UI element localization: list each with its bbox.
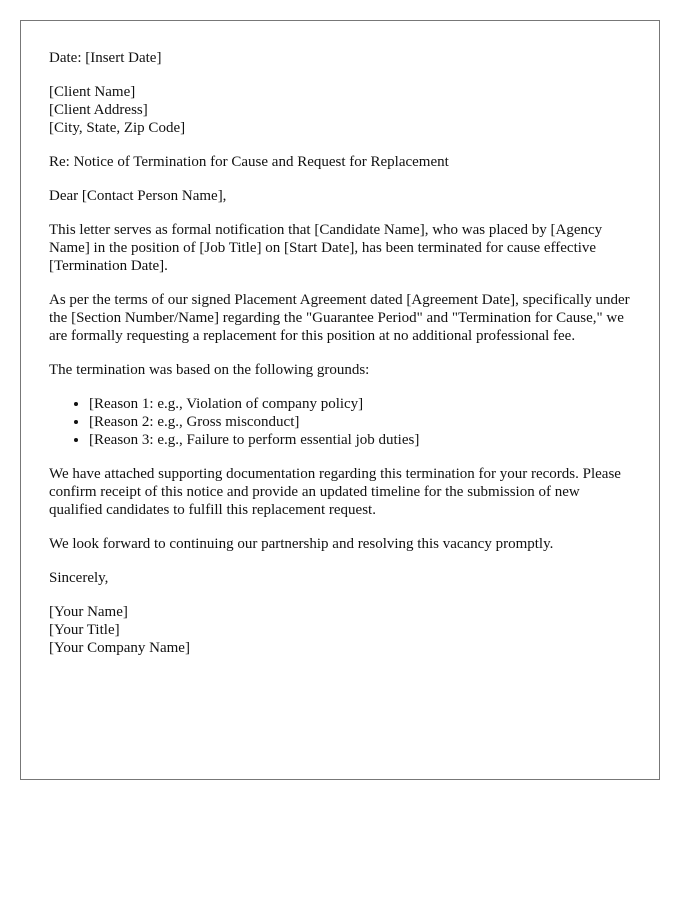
letter-document: [20, 20, 660, 780]
list-item: • [Reason 2: e.g., Gross misconduct]: [89, 413, 631, 431]
date-line: Date: [Insert Date]: [49, 50, 162, 66]
salutation: Dear [Contact Person Name],: [49, 188, 227, 204]
body-paragraph-notification: This letter serves as formal notification that [Candidate Name], who was placed by [Agency Name] in the position of [Job Title] on [Start Date], has been terminated for cause effective [Termination Date].: [49, 222, 603, 274]
sender-title: [Your Title]: [49, 622, 120, 638]
list-item: • [Reason 1: e.g., Violation of company policy]: [89, 395, 631, 413]
client-address-block: [49, 83, 631, 137]
body-paragraph-documentation: We have attached supporting documentation regarding this termination for your records. Please confirm receipt of this notice and provide an updated timeline for the submission of new qualified candidates to fulfill this replacement request.: [49, 466, 621, 518]
closing: Sincerely,: [49, 570, 109, 586]
client-city-state-zip: [City, State, Zip Code]: [49, 120, 186, 136]
grounds-intro: The termination was based on the following grounds:: [49, 362, 370, 378]
list-item: • [Reason 3: e.g., Failure to perform essential job duties]: [89, 431, 631, 449]
sender-name: [Your Name]: [49, 604, 128, 620]
reasons-list: [49, 395, 631, 449]
client-address: [Client Address]: [49, 102, 148, 118]
body-paragraph-closing: We look forward to continuing our partnership and resolving this vacancy promptly.: [49, 536, 554, 552]
client-name: [Client Name]: [49, 84, 136, 100]
body-paragraph-agreement: As per the terms of our signed Placement Agreement dated [Agreement Date], specifically under the [Section Number/Name] regarding the "Guarantee Period" and "Termination for Cause," we are formally requesting a replacement for this position at no additional professional fee.: [49, 292, 630, 344]
signature-block: [49, 603, 631, 657]
sender-company: [Your Company Name]: [49, 640, 190, 656]
subject-line: Re: Notice of Termination for Cause and Request for Replacement: [49, 154, 449, 170]
